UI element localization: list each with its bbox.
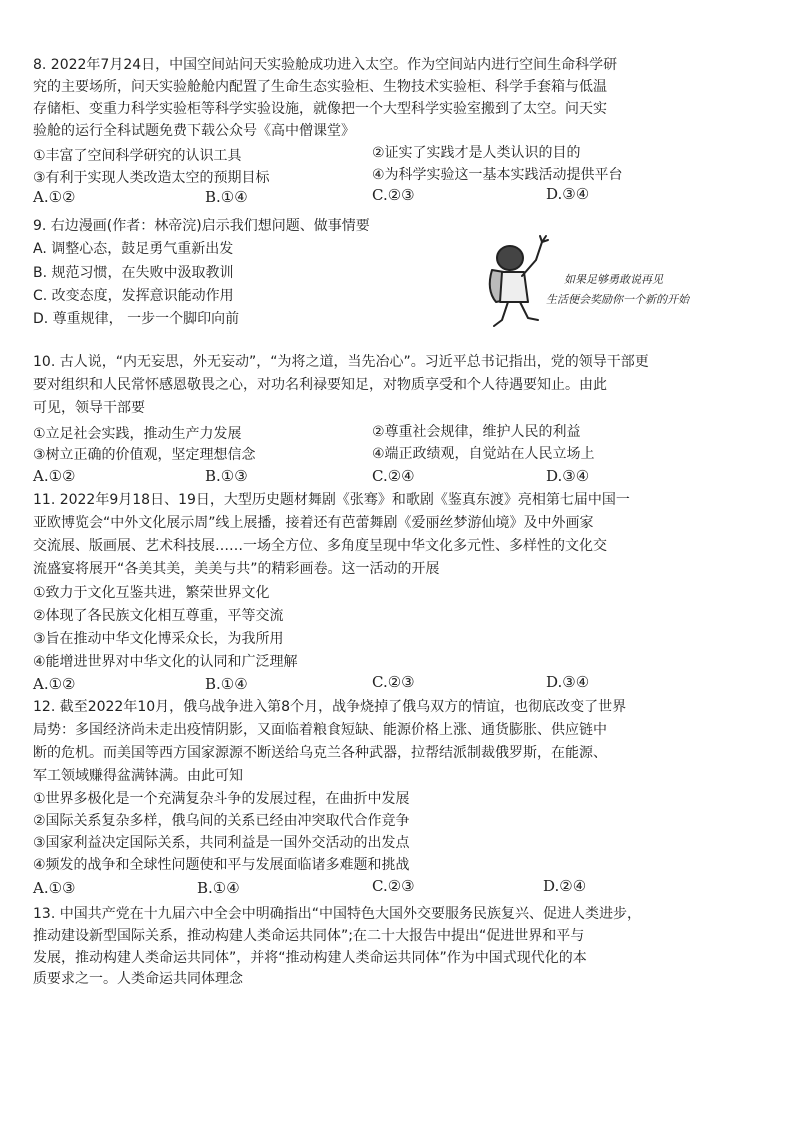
cartoon-caption-line-2: 生活便会奖励你一个新的开始	[546, 293, 689, 306]
question-11-stem-line-2: 亚欧博览会“中外文化展示周”线上展播，接着还有芭蕾舞剧《爱丽丝梦游仙境》及中外画家	[33, 515, 594, 531]
question-12-item-4: ④频发的战争和全球性问题使和平与发展面临诸多难题和挑战	[33, 857, 410, 873]
question-11-option-c[interactable]: C.②③	[372, 673, 415, 691]
question-8-option-b[interactable]: B.①④	[205, 188, 248, 206]
question-10-item-3: ③树立正确的价值观，坚定理想信念	[33, 447, 256, 463]
question-10-item-4: ④端正政绩观，自觉站在人民立场上	[372, 446, 595, 462]
question-10-stem-line-3: 可见，领导干部要	[33, 400, 145, 416]
question-8-option-d[interactable]: D.③④	[546, 185, 590, 203]
cartoon-illustration	[484, 232, 706, 332]
question-10-stem-line-2: 要对组织和人民常怀感恩敬畏之心，对功名利禄要知足，对物质享受和个人待遇要知止。由此	[33, 377, 607, 393]
question-11-stem-line-1: 11. 2022年9月18日、19日，大型历史题材舞剧《张骞》和歌剧《鉴真东渡》亮相第七届中国一	[33, 492, 630, 508]
question-8-item-3: ③有利于实现人类改造太空的预期目标	[33, 170, 270, 186]
question-9-option-b[interactable]: B. 规范习惯，在失败中汲取教训	[33, 265, 234, 281]
question-11-option-d[interactable]: D.③④	[546, 673, 590, 691]
question-12-stem-line-4: 军工领域赚得盆满钵满。由此可知	[33, 768, 243, 784]
question-8-item-1: ①丰富了空间科学研究的认识工具	[33, 148, 242, 164]
question-10-option-b[interactable]: B.①③	[205, 467, 248, 485]
question-9-option-c[interactable]: C. 改变态度，发挥意识能动作用	[33, 288, 234, 304]
question-8-stem-line-1: 8. 2022年7月24日，中国空间站问天实验舱成功进入太空。作为空间站内进行空间生命科学研	[33, 57, 618, 73]
question-12-option-b[interactable]: B.①④	[197, 879, 240, 897]
question-11-item-1: ①致力于文化互鉴共进，繁荣世界文化	[33, 585, 270, 601]
question-12-option-c[interactable]: C.②③	[372, 877, 415, 895]
question-12-stem-line-3: 断的危机。而美国等西方国家源源不断送给乌克兰各种武器，拉帮结派制裁俄罗斯，在能源、	[33, 745, 607, 761]
question-13-stem-line-1: 13. 中国共产党在十九届六中全会中明确指出“中国特色大国外交要服务民族复兴、促进人类进步，	[33, 906, 641, 922]
question-10-item-2: ②尊重社会规律，维护人民的利益	[372, 424, 581, 440]
question-11-stem-line-3: 交流展、版画展、艺术科技展……一场全方位、多角度呈现中华文化多元性、多样性的文化交	[33, 538, 607, 554]
question-10-option-d[interactable]: D.③④	[546, 467, 590, 485]
question-12-option-d[interactable]: D.②④	[543, 877, 587, 895]
question-12-item-2: ②国际关系复杂多样，俄乌间的关系已经由冲突取代合作竞争	[33, 813, 410, 829]
question-8-option-c[interactable]: C.②③	[372, 186, 415, 204]
question-11-option-a[interactable]: A.①②	[33, 675, 76, 693]
question-12-option-a[interactable]: A.①③	[33, 879, 76, 897]
question-12-stem-line-1: 12. 截至2022年10月，俄乌战争进入第8个月，战争烧掉了俄乌双方的情谊，也彻底改变了世界	[33, 699, 627, 715]
question-9-option-d[interactable]: D. 尊重规律， 一步一个脚印向前	[33, 311, 240, 327]
question-10-option-c[interactable]: C.②④	[372, 467, 415, 485]
question-13-stem-line-4: 质要求之一。人类命运共同体理念	[33, 971, 243, 987]
question-8-stem-line-4: 验舱的运行全科试题免费下载公众号《高中僧课堂》	[33, 123, 355, 139]
question-11-option-b[interactable]: B.①④	[205, 675, 248, 693]
cartoon-caption-line-1: 如果足够勇敢说再见	[564, 273, 663, 286]
question-11-item-4: ④能增进世界对中华文化的认同和广泛理解	[33, 654, 298, 670]
question-11-item-2: ②体现了各民族文化相互尊重，平等交流	[33, 608, 284, 624]
question-8-stem-line-3: 存储柜、变重力科学实验柜等科学实验设施，就像把一个大型科学实验室搬到了太空。问天实	[33, 101, 607, 117]
question-10-stem-line-1: 10. 古人说，“内无妄思，外无妄动”，“为将之道，当先冶心”。习近平总书记指出，党的领导干部更	[33, 354, 649, 370]
question-10-option-a[interactable]: A.①②	[33, 467, 76, 485]
question-10-item-1: ①立足社会实践，推动生产力发展	[33, 426, 242, 442]
question-13-stem-line-2: 推动建设新型国际关系，推动构建人类命运共同体”;在二十大报告中提出“促进世界和平与	[33, 928, 585, 944]
question-8-stem-line-2: 究的主要场所，问天实验舱舱内配置了生命生态实验柜、生物技术实验柜、科学手套箱与低温	[33, 79, 607, 95]
question-11-stem-line-4: 流盛宴将展开“各美其美，美美与共”的精彩画卷。这一活动的开展	[33, 561, 440, 577]
question-12-item-1: ①世界多极化是一个充满复杂斗争的发展过程，在曲折中发展	[33, 791, 410, 807]
question-11-item-3: ③旨在推动中华文化博采众长，为我所用	[33, 631, 284, 647]
question-9-stem: 9. 右边漫画(作者：林帝浣)启示我们想问题、做事情要	[33, 218, 370, 234]
question-13-stem-line-3: 发展，推动构建人类命运共同体”，并将“推动构建人类命运共同体”作为中国式现代化的本	[33, 950, 587, 966]
question-8-item-4: ④为科学实验这一基本实践活动提供平台	[372, 167, 623, 183]
question-12-stem-line-2: 局势：多国经济尚未走出疫情阴影，又面临着粮食短缺、能源价格上涨、通货膨胀、供应链中	[33, 722, 607, 738]
question-9-option-a[interactable]: A. 调整心态，鼓足勇气重新出发	[33, 241, 234, 257]
question-12-item-3: ③国家利益决定国际关系，共同利益是一国外交活动的出发点	[33, 835, 410, 851]
question-8-item-2: ②证实了实践才是人类认识的目的	[372, 145, 581, 161]
question-8-option-a[interactable]: A.①②	[33, 188, 76, 206]
